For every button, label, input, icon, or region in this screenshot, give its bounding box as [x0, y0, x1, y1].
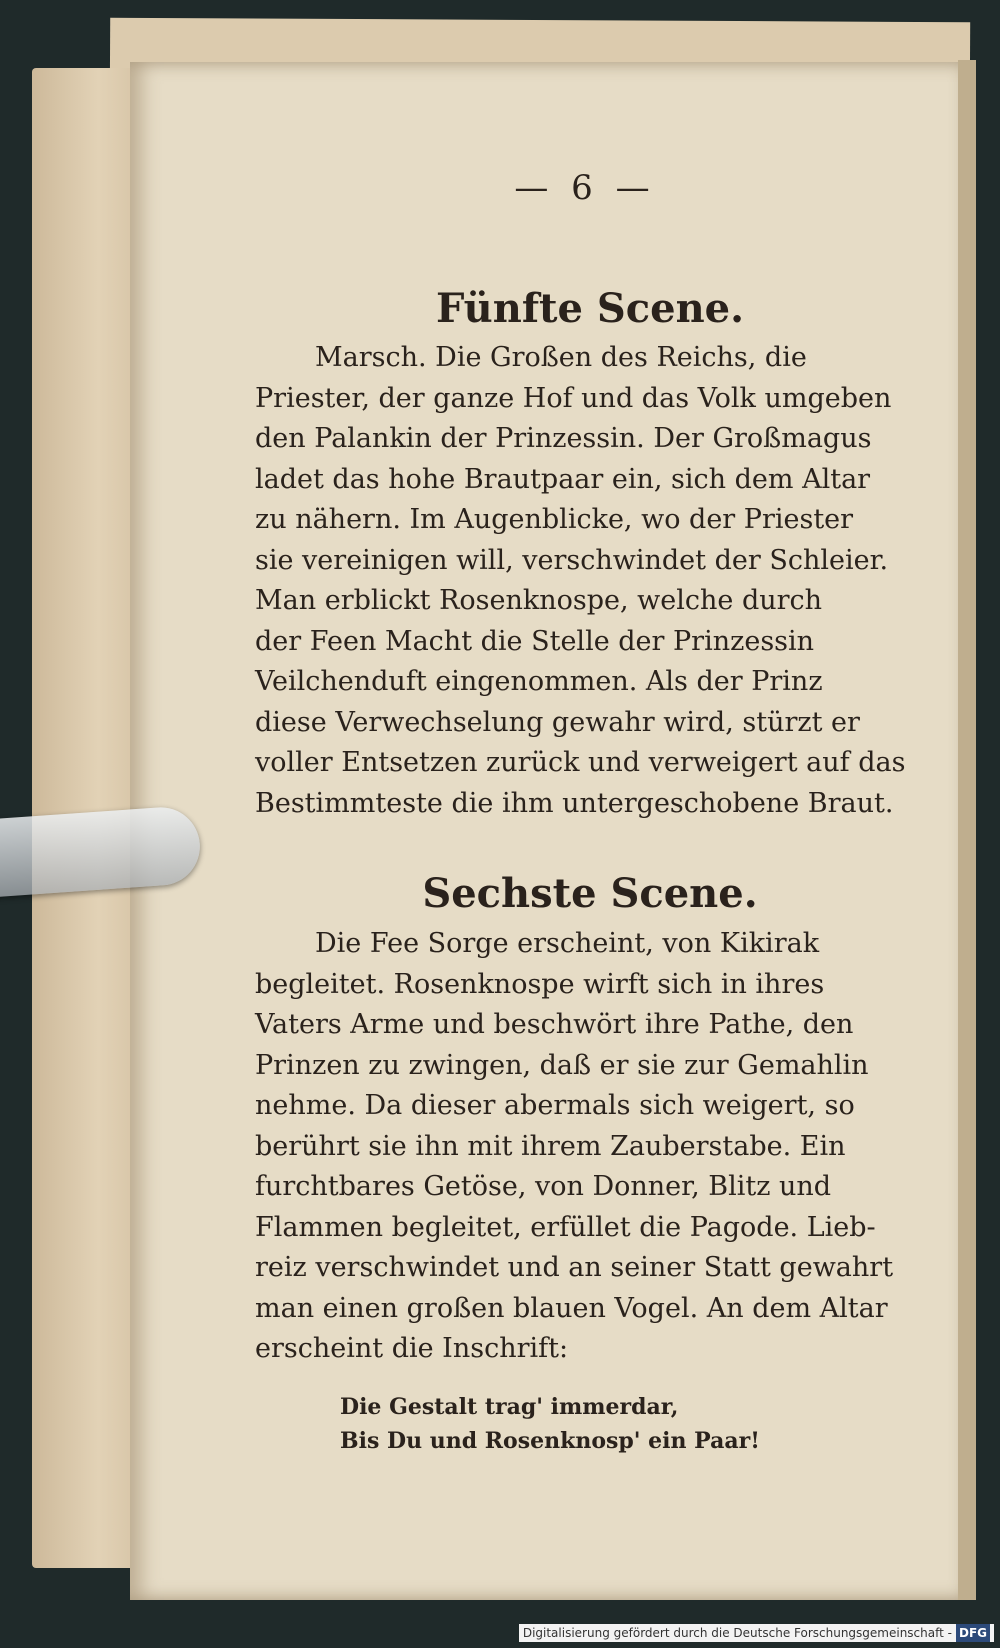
text-line: Priester, der ganze Hof und das Volk umgeben — [255, 382, 892, 414]
text-line: nehme. Da dieser abermals sich weigert, so — [255, 1090, 855, 1121]
text-line: Flammen begleitet, erfüllet die Pagode. Lieb- — [255, 1211, 876, 1243]
scene-6-heading: Sechste Scene. — [422, 870, 758, 917]
text-line: diese Verwechselung gewahr wird, stürzt er — [255, 706, 860, 738]
text-line: ladet das hohe Brautpaar ein, sich dem Altar — [255, 463, 871, 495]
verse-line: Die Gestalt trag' immerdar, — [340, 1394, 679, 1420]
scene-5-text — [255, 338, 915, 824]
text-line: Man erblickt Rosenknospe, welche durch — [255, 585, 823, 616]
text-line: begleitet. Rosenknospe wirft sich in ihres — [255, 968, 825, 1000]
text-line: sie vereinigen will, verschwindet der Schleier. — [255, 544, 889, 576]
text-line: berührt sie ihn mit ihrem Zauberstabe. Ein — [255, 1130, 846, 1162]
text-line: den Palankin der Prinzessin. Der Großmagus — [255, 423, 872, 454]
text-line: Vaters Arme und beschwört ihre Pathe, den — [255, 1009, 854, 1040]
scanner-clamp — [0, 805, 202, 897]
text-line: Prinzen zu zwingen, daß er sie zur Gemahlin — [255, 1049, 869, 1081]
text-line: zu nähern. Im Augenblicke, wo der Priester — [255, 504, 854, 535]
inscription-verse — [340, 1390, 760, 1458]
credit-text: Digitalisierung gefördert durch die Deutsche Forschungsgemeinschaft - — [522, 1626, 952, 1640]
page-number: — 6 — — [514, 168, 656, 208]
text-line: Die Fee Sorge erscheint, von Kikirak — [315, 928, 820, 959]
dfg-logo: DFG — [956, 1624, 990, 1642]
text-line: Marsch. Die Großen des Reichs, die — [315, 342, 807, 373]
verse-line: Bis Du und Rosenknosp' ein Paar! — [340, 1428, 760, 1454]
text-line: Bestimmteste die ihm untergeschobene Braut. — [255, 787, 894, 819]
text-line: der Feen Macht die Stelle der Prinzessin — [255, 625, 815, 657]
scene-6-text — [255, 924, 915, 1370]
text-line: reiz verschwindet und an seiner Statt gewahrt — [255, 1252, 894, 1283]
text-line: voller Entsetzen zurück und verweigert auf das — [255, 747, 906, 778]
page-edge — [958, 60, 976, 1600]
text-line: Veilchenduft eingenommen. Als der Prinz — [255, 666, 823, 697]
text-line: man einen großen blauen Vogel. An dem Altar — [255, 1292, 888, 1324]
text-line: erscheint die Inschrift: — [255, 1333, 569, 1364]
digitization-credit — [519, 1624, 994, 1642]
scene-5-heading: Fünfte Scene. — [435, 285, 745, 332]
text-line: furchtbares Getöse, von Donner, Blitz und — [255, 1171, 832, 1202]
